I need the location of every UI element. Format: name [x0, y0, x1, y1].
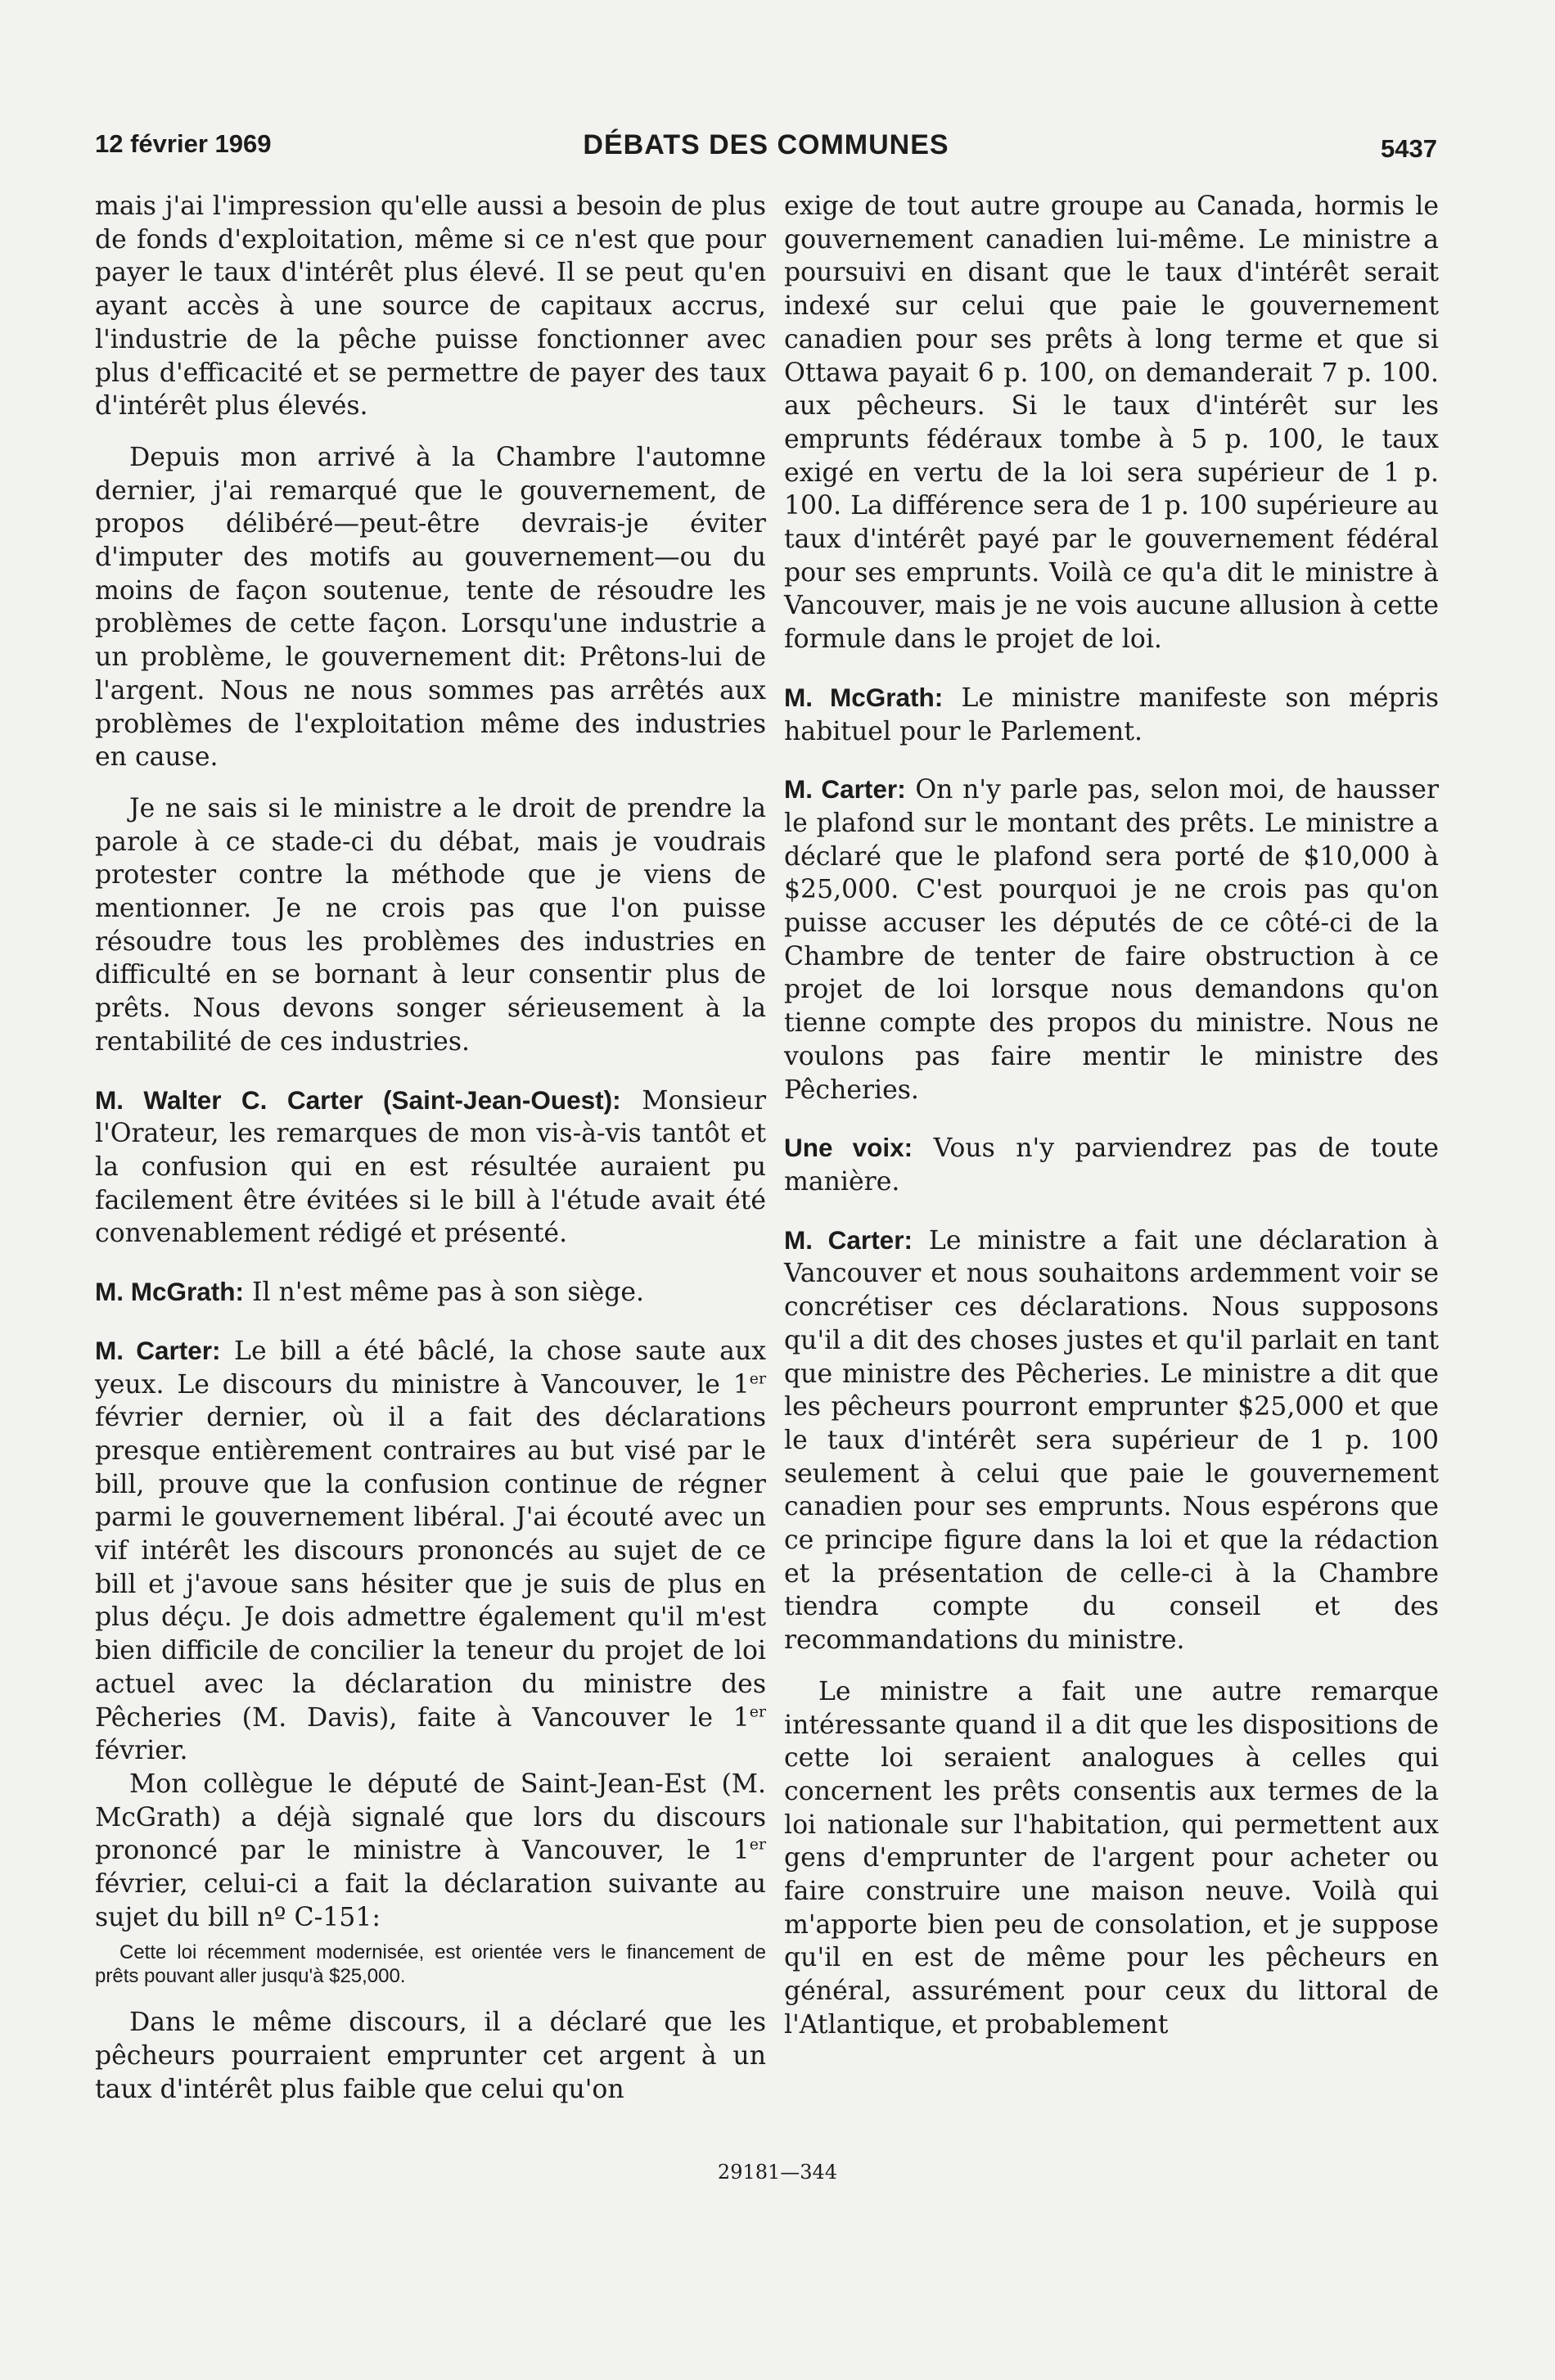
header-date: 12 février 1969: [95, 129, 272, 158]
paragraph-text: Mon collègue le député de Saint-Jean-Est (M. McGrath) a déjà signalé que lors du discours prononcé par le ministre à Vancouver, le 1: [95, 1769, 766, 1866]
ordinal-suffix: er: [749, 1702, 766, 1721]
speech: [95, 1334, 766, 1768]
speech-text: On n'y parle pas, selon moi, de hausser le plafond sur le montant des prêts. Le ministre a déclaré que le plafond sera porté de $10,000 à $25,000. C'est pourquoi je ne crois pas qu'on puisse accuser les députés de ce côté-ci de la Chambre de tenter de faire obstruction à ce projet de loi lorsque nous demandons qu'on tienne compte des propos du ministre. Nous ne voulons pas faire mentir le ministre des Pêcheries.: [784, 775, 1439, 1105]
speaker-name: M. Carter:: [784, 774, 906, 805]
paragraph: Depuis mon arrivé à la Chambre l'automne dernier, j'ai remarqué que le gouvernement, de propos délibéré—peut-être devrais-je éviter d'imputer des motifs au gouvernement—ou du moins de façon soutenue, tente de résoudre les problèmes de cette façon. Lorsqu'une industrie a un problème, le gouvernement dit: Prêtons-lui de l'argent. Nous ne nous sommes pas arrêtés aux problèmes de l'exploitation même des industries en cause.: [95, 442, 766, 773]
paragraph: Le ministre a fait une autre remarque intéressante quand il a dit que les dispositions de cette loi seraient analogues à celles qui concernent les prêts consentis aux termes de la loi nationale sur l'habitation, qui permettent aux gens d'emprunter de l'argent pour acheter ou faire construire une maison neuve. Voilà qui m'apporte bien peu de consolation, et je suppose qu'il en est de même pour les pêcheurs en général, assurément pour ceux du littoral de l'Atlantique, et probablement: [784, 1676, 1439, 2040]
speech-text: Vous n'y parviendrez pas de toute manière.: [784, 1134, 1439, 1197]
speech: [784, 773, 1439, 1107]
speech: [95, 1275, 766, 1309]
speech-text: Il n'est même pas à son siège.: [252, 1278, 645, 1308]
header-title: DÉBATS DES COMMUNES: [583, 129, 949, 160]
paragraph-text: février, celui-ci a fait la déclaration suivante au sujet du bill nº C-151:: [95, 1869, 766, 1932]
paragraph: Je ne sais si le ministre a le droit de prendre la parole à ce stade-ci du débat, mais je voudrais protester contre la méthode que je viens de mentionner. Je ne crois pas que l'on puisse résoudre tous les problèmes des industries en difficulté en se bornant à leur consentir plus de prêts. Nous devons songer sérieusement à la rentabilité de ces industries.: [95, 793, 766, 1057]
left-column: [95, 190, 766, 2107]
speaker-name: M. Carter:: [95, 1335, 221, 1365]
speech-text: Le bill a été bâclé, la chose saute aux yeux. Le discours du ministre à Vancouver, le 1: [95, 1336, 767, 1400]
page-number: 5437: [1381, 134, 1437, 163]
speaker-name: M. McGrath:: [784, 682, 944, 712]
right-column: [784, 190, 1439, 2042]
speaker-name: M. Carter:: [784, 1224, 913, 1255]
speech-text: février dernier, où il a fait des déclarations presque entièrement contraires au but visé par le bill, prouve que la confusion continue de régner parmi le gouvernement libéral. J'ai écouté avec un vif intérêt les discours prononcés au sujet de ce bill et j'avoue sans hésiter que je suis de plus en plus déçu. Je dois admettre également qu'il m'est bien difficile de concilier la teneur du projet de loi actuel avec la déclaration du ministre des Pêcheries (M. Davis), faite à Vancouver le 1: [95, 1403, 766, 1733]
ordinal-suffix: er: [749, 1369, 766, 1387]
speech-text: février.: [95, 1736, 188, 1766]
speech-text: Le ministre manifeste son mépris habituel pour le Parlement.: [784, 683, 1439, 746]
ordinal-suffix: er: [749, 1835, 766, 1854]
paragraph: exige de tout autre groupe au Canada, hormis le gouvernement canadien lui-même. Le ministre a poursuivi en disant que le taux d'intérêt serait indexé sur celui que paie le gouvernement canadien pour ses prêts à long terme et que si Ottawa payait 6 p. 100, on demanderait 7 p. 100. aux pêcheurs. Si le taux d'intérêt sur les emprunts fédéraux tombe à 5 p. 100, le taux exigé en vertu de la loi sera supérieur de 1 p. 100. La différence sera de 1 p. 100 supérieure au taux d'intérêt payé par le gouvernement fédéral pour ses emprunts. Voilà ce qu'a dit le ministre à Vancouver, mais je ne vois aucune allusion à cette formule dans le projet de loi.: [784, 192, 1439, 655]
page-header: [95, 129, 1437, 162]
speech: [784, 681, 1439, 748]
speech-text: Monsieur l'Orateur, les remarques de mon vis-à-vis tantôt et la confusion qui en est résultée auraient pu facilement être évitées si le bill à l'étude avait été convenablement rédigé et présenté.: [95, 1085, 767, 1249]
speech-text: Le ministre a fait une déclaration à Vancouver et nous souhaitons ardemment voir se concrétiser ces déclarations. Nous supposons qu'il a dit des choses justes et qu'il parlait en tant que ministre des Pêcheries. Le ministre a dit que les pêcheurs pourront emprunter $25,000 et que le taux d'intérêt sera supérieur de 1 p. 100 seulement à celui que paie le gouvernement canadien pour ses emprunts. Nous espérons que ce principe figure dans la loi et que la rédaction et la présentation de celle-ci à la Chambre tiendra compte du conseil et des recommandations du ministre.: [784, 1225, 1440, 1656]
paragraph: Dans le même discours, il a déclaré que les pêcheurs pourraient emprunter cet argent à un taux d'intérêt plus faible que celui qu'on: [95, 2008, 766, 2104]
speech: [95, 1084, 766, 1251]
speaker-name: Une voix:: [784, 1133, 913, 1163]
speech: [784, 1131, 1439, 1198]
footer-code: 29181—344: [717, 2161, 838, 2184]
speaker-name: M. Walter C. Carter (Saint-Jean-Ouest):: [95, 1084, 621, 1115]
speech: [784, 1224, 1439, 1657]
paragraph: [95, 1768, 766, 1935]
block-quote: Cette loi récemment modernisée, est orientée vers le financement de prêts pouvant aller jusqu'à $25,000.: [95, 1941, 766, 1988]
paragraph: mais j'ai l'impression qu'elle aussi a besoin de plus de fonds d'exploitation, même si ce n'est que pour payer le taux d'intérêt plus élevé. Il se peut qu'en ayant accès à une source de capitaux accrus, l'industrie de la pêche puisse fonctionner avec plus d'efficacité et se permettre de payer des taux d'intérêt plus élevés.: [95, 192, 766, 421]
speaker-name: M. McGrath:: [95, 1277, 245, 1307]
